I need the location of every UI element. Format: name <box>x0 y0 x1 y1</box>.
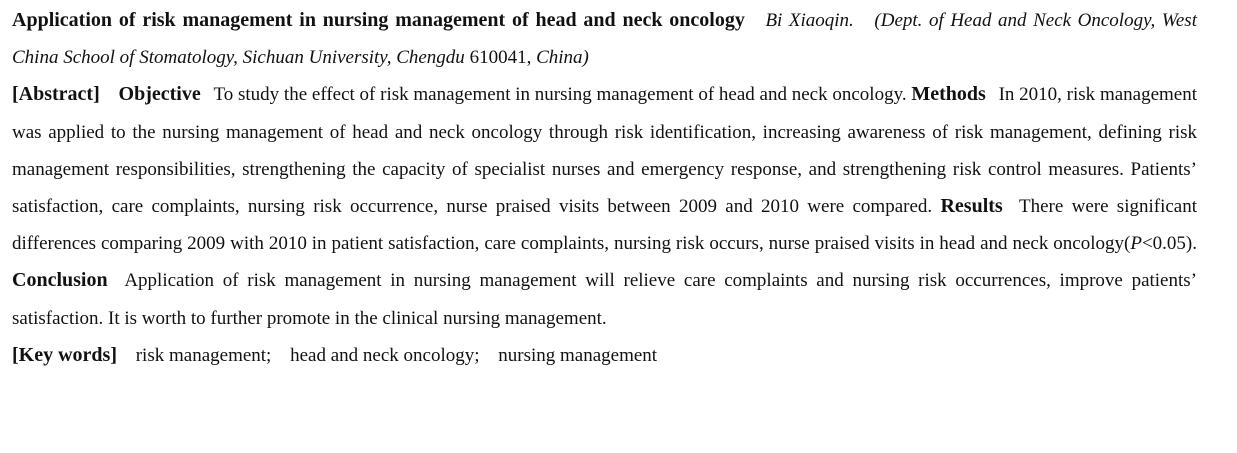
results-p-open: ( <box>1124 233 1131 255</box>
postcode: 610041, <box>469 47 532 69</box>
paper-title: Application of risk management in nursing management of head and neck oncology <box>12 9 745 31</box>
affiliation: (Dept. of Head and Neck Oncology, West China School of Stomatology, Sichuan University, Chengdu <box>12 10 1197 69</box>
objective-label: Objective <box>118 83 201 106</box>
keywords-line <box>12 337 1197 374</box>
keyword-item: head and neck oncology; <box>290 344 480 366</box>
results-p-symbol: P <box>1130 233 1142 255</box>
results-label: Results <box>940 195 1003 218</box>
results-text: There were significant differences comparing 2009 with 2010 in patient satisfaction, care complaints, nursing risk occurs, nurse praised visits in head and neck oncology <box>12 196 1198 255</box>
methods-label: Methods <box>911 83 986 106</box>
keyword-item: risk management; <box>135 344 272 366</box>
methods-text: In 2010, risk management was applied to the nursing management of head and neck oncology through risk identification, increasing awareness of risk management, defining risk management responsibilities, strengthening the capacity of specialist nurses and emergency response, and strengthening risk control measures. Patients’ satisfaction, care complaints, nursing risk occurrence, nurse praised visits between 2009 and 2010 were compared. <box>12 84 1198 218</box>
affiliation-country: China) <box>536 47 589 69</box>
results-p-value: <0.05). <box>1141 233 1197 255</box>
conclusion-text: Application of risk management in nursing management will relieve care complaints and nursing risk occurrences, improve patients’ satisfaction. It is worth to further promote in the clinical nursing management. <box>12 270 1197 329</box>
abstract-page <box>12 2 1197 374</box>
abstract-body <box>12 76 1197 336</box>
keywords-label: [Key words] <box>12 343 117 366</box>
title-block <box>12 2 1197 76</box>
author-name: Bi Xiaoqin. <box>765 10 854 31</box>
objective-text: To study the effect of risk management in nursing management of head and neck oncology. <box>213 84 907 106</box>
keyword-item: nursing management <box>498 344 658 366</box>
abstract-label: [Abstract] <box>12 83 100 106</box>
conclusion-label: Conclusion <box>12 269 108 292</box>
